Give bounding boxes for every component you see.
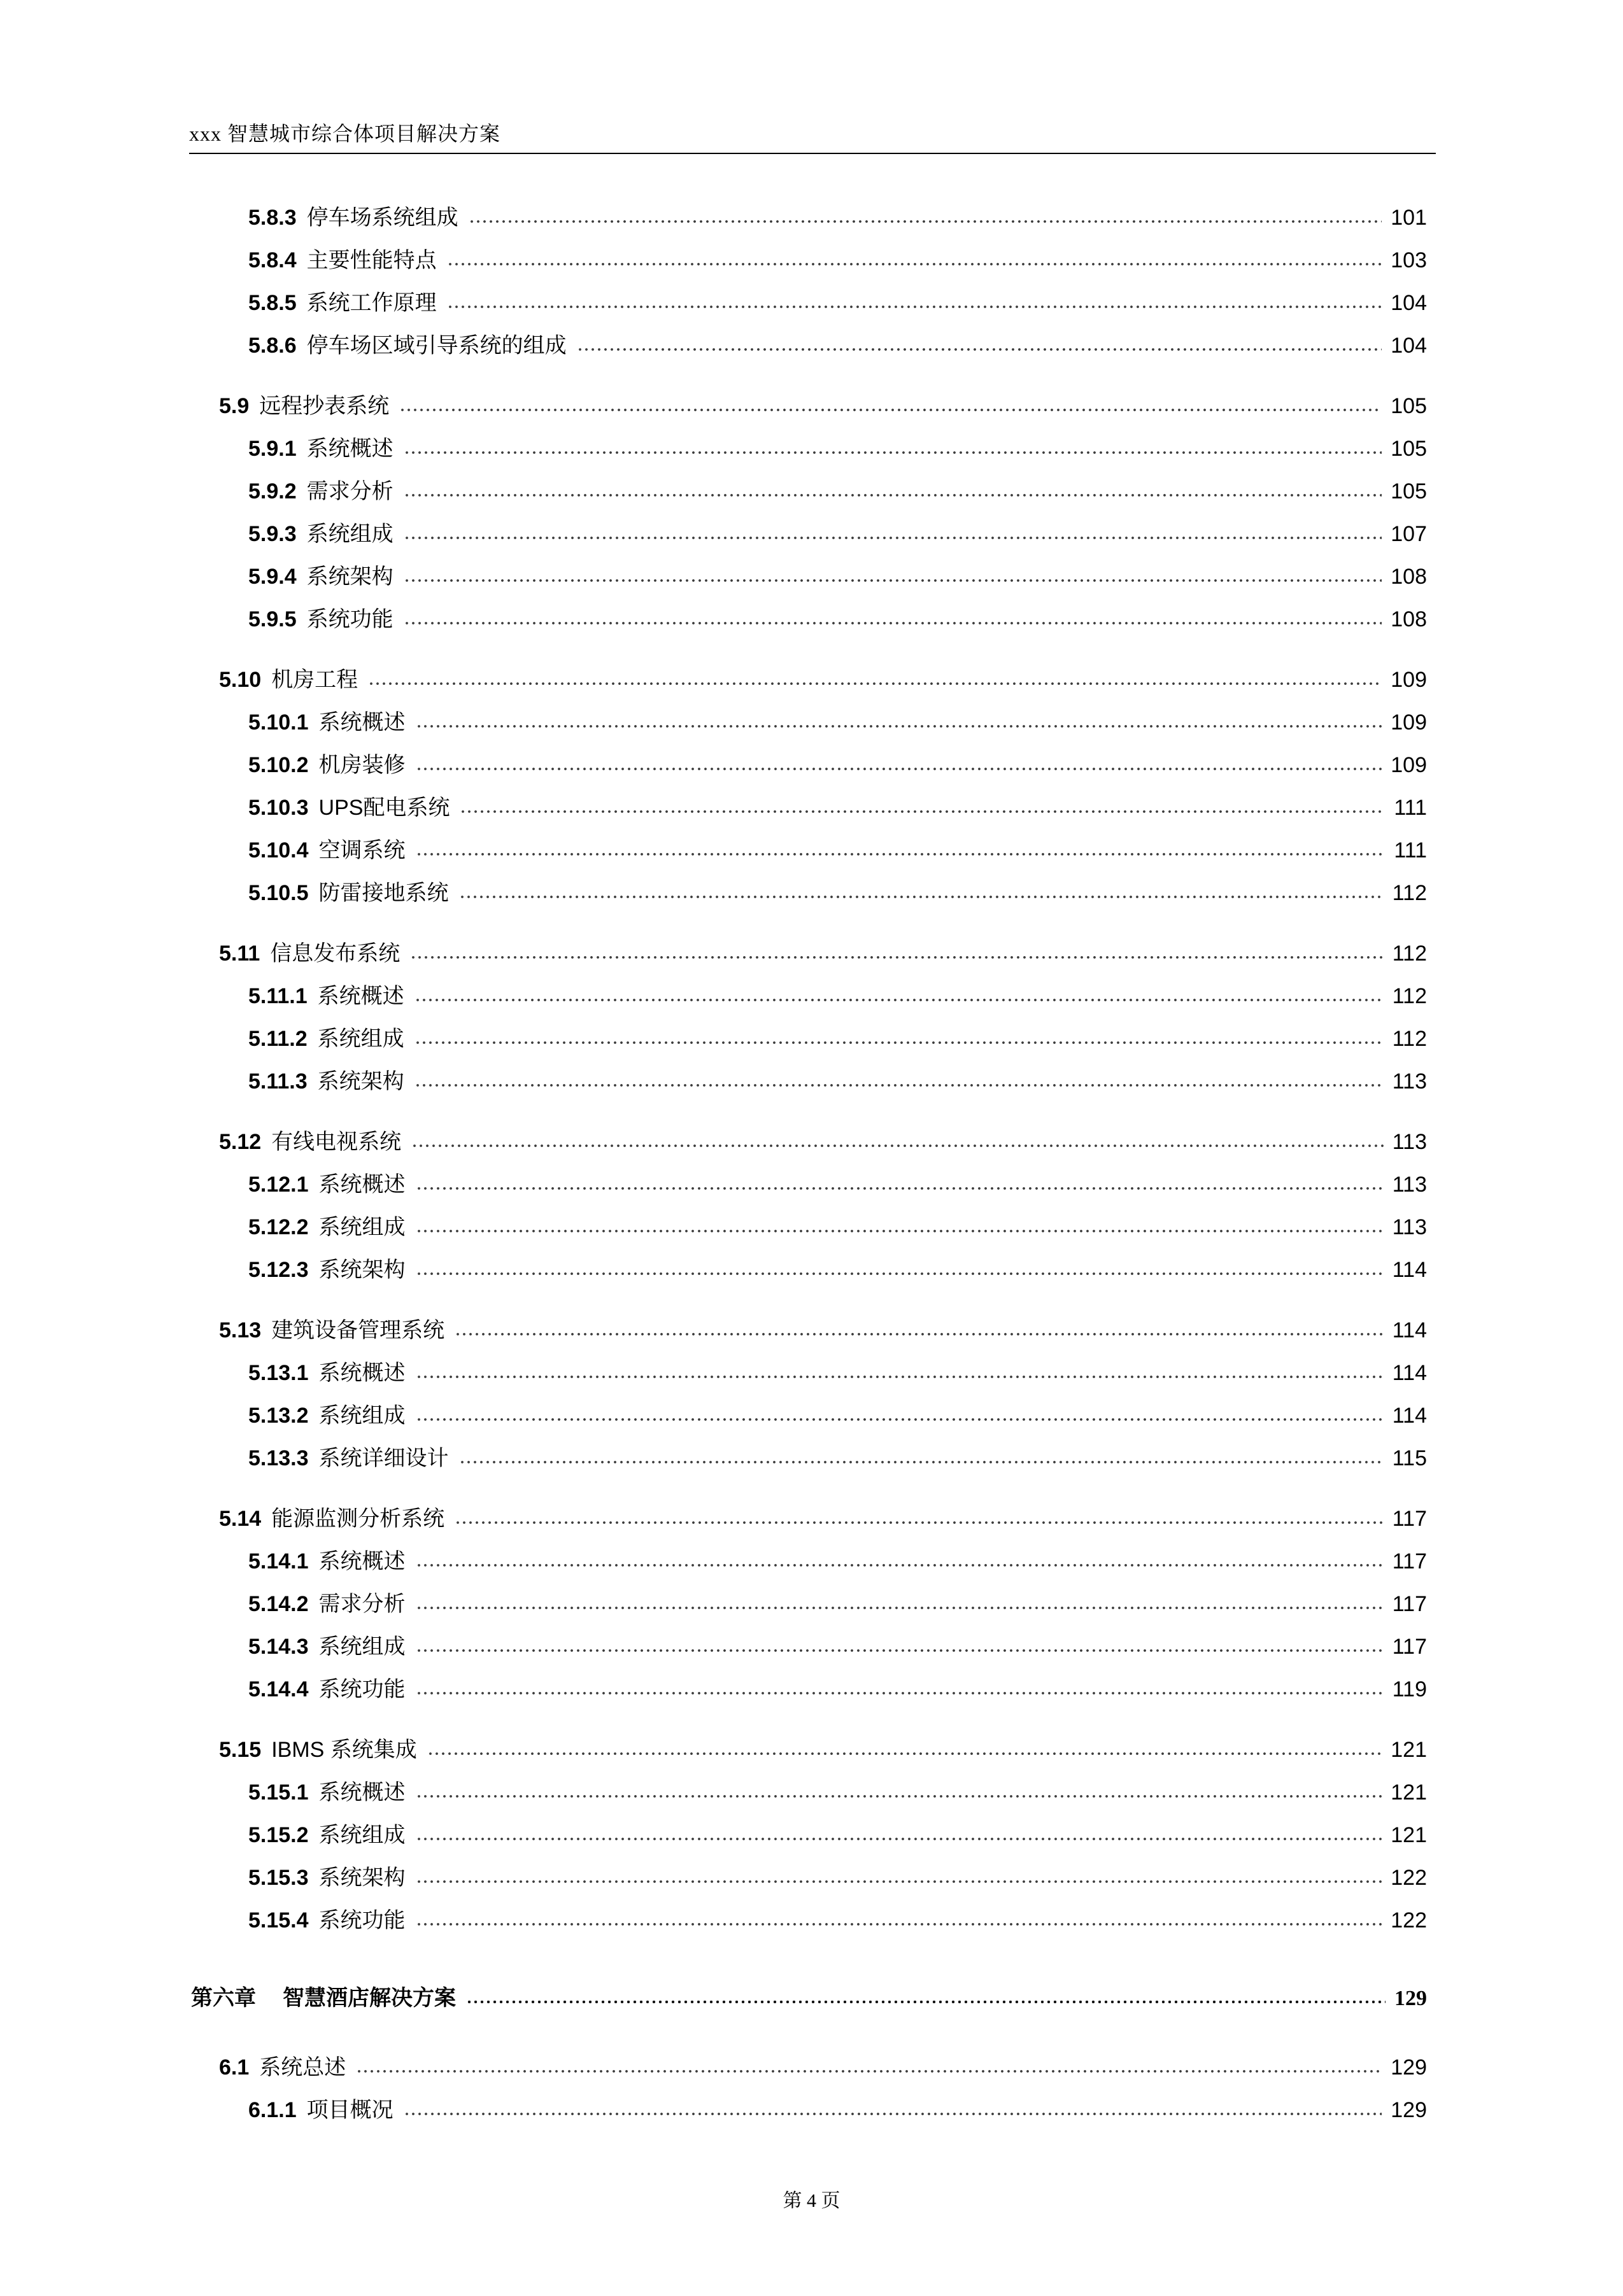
toc-entry-title: 项目概况: [306, 2098, 393, 2122]
toc-entry-number: 5.10.3: [248, 796, 309, 820]
toc-entry-number: 5.8.5: [248, 291, 297, 315]
toc-entry[interactable]: [191, 1172, 1427, 1197]
toc-entry-page: 105: [1391, 394, 1427, 418]
dot-leader-line: [404, 620, 1382, 626]
toc-entry-number: 5.8.3: [248, 206, 297, 230]
dot-leader-line: [447, 304, 1382, 310]
toc-entry-title: 主要性能特点: [306, 248, 437, 272]
toc-entry-title: 需求分析: [306, 479, 393, 504]
page-number-label: 第 4 页: [783, 2190, 840, 2211]
toc-entry-number: 5.14.3: [248, 1635, 309, 1659]
toc-entry-number: 5.9: [219, 394, 250, 418]
toc-entry-page: 109: [1391, 710, 1427, 735]
dot-leader-line: [416, 1605, 1384, 1611]
dot-leader-line: [416, 1185, 1384, 1192]
toc-entry-page: 117: [1392, 1549, 1427, 1574]
toc-entry-number: 5.14.2: [248, 1592, 309, 1616]
toc-entry[interactable]: [191, 2097, 1427, 2123]
toc-entry-title: 系统功能: [318, 1908, 406, 1933]
toc-entry[interactable]: [191, 1129, 1427, 1155]
toc-entry[interactable]: [191, 436, 1427, 461]
toc-entry-number: 5.11.3: [248, 1069, 308, 1094]
toc-entry-number: 5.8.6: [248, 334, 297, 358]
dot-leader-line: [415, 1082, 1384, 1088]
dot-leader-line: [416, 1647, 1384, 1654]
toc-entry[interactable]: [191, 1737, 1427, 1763]
toc-entry[interactable]: [191, 393, 1427, 419]
toc-entry-title: 远程抄表系统: [259, 394, 390, 418]
toc-entry-title: 系统工作原理: [306, 291, 437, 315]
toc-entry-page: 112: [1392, 881, 1427, 905]
toc-entry-number: 5.10.5: [248, 881, 309, 905]
toc-entry-number: 5.11.2: [248, 1027, 308, 1051]
toc-entry[interactable]: [191, 1403, 1427, 1428]
toc-entry-number: 5.9.1: [248, 437, 297, 461]
toc-entry[interactable]: [191, 2055, 1427, 2080]
toc-entry[interactable]: [191, 1069, 1427, 1094]
toc-entry-title: 智慧酒店解决方案: [283, 1987, 456, 2010]
toc-entry-page: 113: [1392, 1130, 1427, 1154]
toc-entry-title: 系统概述: [306, 437, 393, 461]
toc-entry-number: 5.14: [219, 1507, 262, 1531]
dot-leader-line: [455, 1331, 1384, 1337]
toc-entry-title: 能源监测分析系统: [271, 1507, 445, 1531]
page-footer: [0, 2185, 1623, 2213]
toc-entry[interactable]: [191, 333, 1427, 358]
dot-leader-line: [416, 766, 1382, 772]
toc-entry-page: 122: [1391, 1908, 1427, 1933]
page-header: [189, 122, 1436, 154]
toc-entry-number: 5.12.3: [248, 1258, 309, 1282]
dot-leader-line: [447, 261, 1382, 267]
toc-entry-title: UPS配电系统: [318, 796, 450, 820]
toc-entry[interactable]: [191, 521, 1427, 547]
toc-entry-title: 建筑设备管理系统: [271, 1318, 445, 1342]
toc-entry-page: 104: [1391, 291, 1427, 315]
toc-entry-page: 119: [1392, 1677, 1427, 1701]
dot-leader-line: [356, 2068, 1382, 2074]
toc-entry[interactable]: [191, 1549, 1427, 1574]
toc-entry-page: 105: [1391, 479, 1427, 504]
toc-entry[interactable]: [191, 1865, 1427, 1891]
toc-entry[interactable]: [191, 205, 1427, 230]
toc-entry-title: 系统功能: [318, 1677, 406, 1701]
toc-entry[interactable]: [191, 1215, 1427, 1240]
toc-entry-title: 停车场区域引导系统的组成: [306, 334, 567, 358]
toc-entry-title: 信息发布系统: [270, 941, 400, 966]
toc-entry-title: 系统架构: [306, 565, 393, 589]
toc-entry[interactable]: [191, 667, 1427, 693]
toc-entry-title: IBMS 系统集成: [271, 1738, 417, 1762]
dot-leader-line: [410, 954, 1383, 961]
toc-entry-page: 129: [1394, 1987, 1427, 2010]
toc-entry-number: 5.12.1: [248, 1173, 309, 1197]
dot-leader-line: [411, 1143, 1384, 1149]
toc-entry-number: 5.13.1: [248, 1361, 309, 1385]
toc-entry-title: 机房装修: [318, 753, 406, 777]
toc-entry-title: 防雷接地系统: [318, 881, 449, 905]
dot-leader-line: [416, 1562, 1384, 1568]
dot-leader-line: [399, 407, 1382, 413]
toc-entry[interactable]: [191, 880, 1427, 906]
dot-leader-line: [404, 2111, 1382, 2117]
toc-entry[interactable]: [191, 1360, 1427, 1386]
dot-leader-line: [416, 1271, 1384, 1277]
toc-entry-title: 机房工程: [271, 668, 358, 692]
toc-entry[interactable]: [191, 752, 1427, 778]
toc-entry-title: 系统功能: [306, 607, 393, 631]
toc-entry-title: 系统概述: [318, 1549, 406, 1574]
toc-entry-title: 停车场系统组成: [306, 206, 458, 230]
toc-entry-title: 系统组成: [317, 1027, 404, 1051]
toc-entry[interactable]: [191, 564, 1427, 589]
toc-entry-page: 114: [1392, 1404, 1427, 1428]
toc-entry-page: 129: [1391, 2055, 1427, 2080]
toc-entry-title: 系统总述: [259, 2055, 346, 2080]
toc-entry-number: 5.13: [219, 1318, 262, 1342]
toc-entry[interactable]: [191, 290, 1427, 316]
toc-entry-number: 5.10.2: [248, 753, 309, 777]
toc-entry[interactable]: [191, 710, 1427, 735]
toc-entry-title: 系统概述: [318, 1780, 406, 1805]
toc-entry-page: 121: [1391, 1823, 1427, 1847]
toc-entry-page: 113: [1392, 1069, 1427, 1094]
toc-entry[interactable]: [191, 1506, 1427, 1532]
toc-entry[interactable]: [191, 1822, 1427, 1848]
toc-entry-title: 系统组成: [318, 1823, 406, 1847]
toc-entry-number: 6.1: [219, 2055, 250, 2080]
toc-entry-number: 6.1.1: [248, 2098, 297, 2122]
toc-entry-page: 103: [1391, 248, 1427, 272]
toc-entry-number: 5.12: [219, 1130, 262, 1154]
toc-entry[interactable]: [191, 1257, 1427, 1283]
toc-entry-page: 108: [1391, 607, 1427, 631]
toc-entry-page: 104: [1391, 334, 1427, 358]
toc-entry-number: 5.10.4: [248, 838, 309, 863]
toc-entry-title: 系统组成: [318, 1635, 406, 1659]
dot-leader-line: [466, 1999, 1386, 2005]
dot-leader-line: [455, 1519, 1384, 1526]
toc-entry[interactable]: [191, 1591, 1427, 1617]
toc-entry-page: 109: [1391, 668, 1427, 692]
toc-entry[interactable]: [191, 1026, 1427, 1052]
toc-entry-title: 系统组成: [306, 522, 393, 546]
toc-entry-title: 系统概述: [318, 1361, 406, 1385]
toc-entry-title: 有线电视系统: [271, 1130, 402, 1154]
toc-entry-page: 114: [1392, 1258, 1427, 1282]
toc-entry-title: 系统详细设计: [318, 1446, 449, 1470]
document-title: xxx 智慧城市综合体项目解决方案: [189, 122, 501, 145]
toc-entry[interactable]: [191, 1318, 1427, 1343]
dot-leader-line: [404, 492, 1382, 498]
toc-entry-number: 第六章: [191, 1987, 256, 2010]
dot-leader-line: [416, 1416, 1384, 1423]
toc-entry[interactable]: [191, 1446, 1427, 1471]
dot-leader-line: [416, 1836, 1382, 1842]
toc-entry-title: 系统概述: [318, 1173, 406, 1197]
toc-entry[interactable]: [191, 1908, 1427, 1933]
toc-entry-title: 系统架构: [318, 1866, 406, 1890]
dot-leader-line: [415, 1039, 1384, 1046]
toc-entry-page: 121: [1391, 1780, 1427, 1805]
toc-entry-number: 5.13.2: [248, 1404, 309, 1428]
dot-leader-line: [415, 997, 1384, 1003]
toc-entry-title: 系统架构: [318, 1258, 406, 1282]
toc-entry-page: 105: [1391, 437, 1427, 461]
toc-entry-page: 113: [1392, 1215, 1427, 1239]
toc-entry[interactable]: [191, 1780, 1427, 1805]
toc-entry[interactable]: [191, 607, 1427, 632]
toc-entry-number: 5.15.1: [248, 1780, 309, 1805]
dot-leader-line: [459, 1459, 1384, 1465]
toc-entry-number: 5.13.3: [248, 1446, 309, 1470]
dot-leader-line: [416, 851, 1386, 857]
toc-entry-page: 101: [1391, 206, 1427, 230]
toc-entry-number: 5.14.4: [248, 1677, 309, 1701]
toc-entry-number: 5.8.4: [248, 248, 297, 272]
dot-leader-line: [469, 218, 1382, 225]
dot-leader-line: [416, 1228, 1384, 1234]
toc-entry-number: 5.14.1: [248, 1549, 309, 1574]
toc-entry-page: 111: [1394, 838, 1427, 863]
toc-entry-number: 5.12.2: [248, 1215, 309, 1239]
toc-entry-number: 5.15.3: [248, 1866, 309, 1890]
toc-entry-number: 5.15.4: [248, 1908, 309, 1933]
toc-entry-title: 系统组成: [318, 1404, 406, 1428]
toc-entry-number: 5.15.2: [248, 1823, 309, 1847]
toc-entry-number: 5.15: [219, 1738, 262, 1762]
toc-entry-page: 112: [1392, 984, 1427, 1008]
toc-entry[interactable]: [191, 479, 1427, 504]
toc-entry-page: 109: [1391, 753, 1427, 777]
toc-entry-page: 114: [1392, 1318, 1427, 1342]
dot-leader-line: [459, 894, 1384, 900]
toc-entry[interactable]: [191, 1677, 1427, 1702]
dot-leader-line: [416, 1374, 1384, 1380]
toc-entry[interactable]: [191, 941, 1427, 966]
toc-entry-page: 122: [1391, 1866, 1427, 1890]
toc-entry[interactable]: [191, 248, 1427, 273]
toc-entry-title: 需求分析: [318, 1592, 406, 1616]
toc-entry-page: 107: [1391, 522, 1427, 546]
toc-entry-page: 112: [1392, 941, 1427, 966]
toc-entry[interactable]: [191, 983, 1427, 1009]
toc-entry-page: 129: [1391, 2098, 1427, 2122]
toc-entry-page: 117: [1392, 1592, 1427, 1616]
toc-entry-page: 111: [1394, 796, 1427, 820]
toc-entry-number: 5.9.4: [248, 565, 297, 589]
toc-entry-number: 5.11.1: [248, 984, 308, 1008]
dot-leader-line: [404, 577, 1382, 584]
toc-entry-page: 117: [1392, 1507, 1427, 1531]
toc-entry-page: 115: [1392, 1446, 1427, 1470]
toc-entry-number: 5.9.2: [248, 479, 297, 504]
dot-leader-line: [416, 1690, 1384, 1696]
toc-entry-page: 108: [1391, 565, 1427, 589]
toc-entry-page: 112: [1392, 1027, 1427, 1051]
toc-entry-number: 5.9.5: [248, 607, 297, 631]
toc-entry[interactable]: [191, 1634, 1427, 1659]
dot-leader-line: [404, 449, 1382, 456]
dot-leader-line: [404, 535, 1382, 541]
toc-entry[interactable]: [191, 838, 1427, 863]
toc-entry-page: 117: [1392, 1635, 1427, 1659]
dot-leader-line: [427, 1750, 1382, 1757]
toc-entry-title: 系统概述: [317, 984, 404, 1008]
toc-entry[interactable]: [191, 795, 1427, 821]
dot-leader-line: [577, 346, 1382, 353]
dot-leader-line: [460, 808, 1385, 815]
toc-entry-title: 系统架构: [317, 1069, 404, 1094]
toc-entry-number: 5.10: [219, 668, 262, 692]
toc-entry-title: 空调系统: [318, 838, 406, 863]
dot-leader-line: [416, 1878, 1382, 1885]
toc-entry-page: 121: [1391, 1738, 1427, 1762]
dot-leader-line: [416, 1921, 1382, 1927]
toc-entry-number: 5.10.1: [248, 710, 309, 735]
dot-leader-line: [416, 1793, 1382, 1799]
dot-leader-line: [416, 723, 1382, 729]
toc-entry-number: 5.9.3: [248, 522, 297, 546]
dot-leader-line: [368, 680, 1382, 687]
toc-entry[interactable]: [191, 1986, 1427, 2011]
toc-entry-title: 系统组成: [318, 1215, 406, 1239]
toc-entry-number: 5.11: [219, 941, 260, 966]
toc-entry-title: 系统概述: [318, 710, 406, 735]
toc-list: [191, 205, 1427, 2140]
toc-entry-page: 114: [1392, 1361, 1427, 1385]
toc-entry-page: 113: [1392, 1173, 1427, 1197]
